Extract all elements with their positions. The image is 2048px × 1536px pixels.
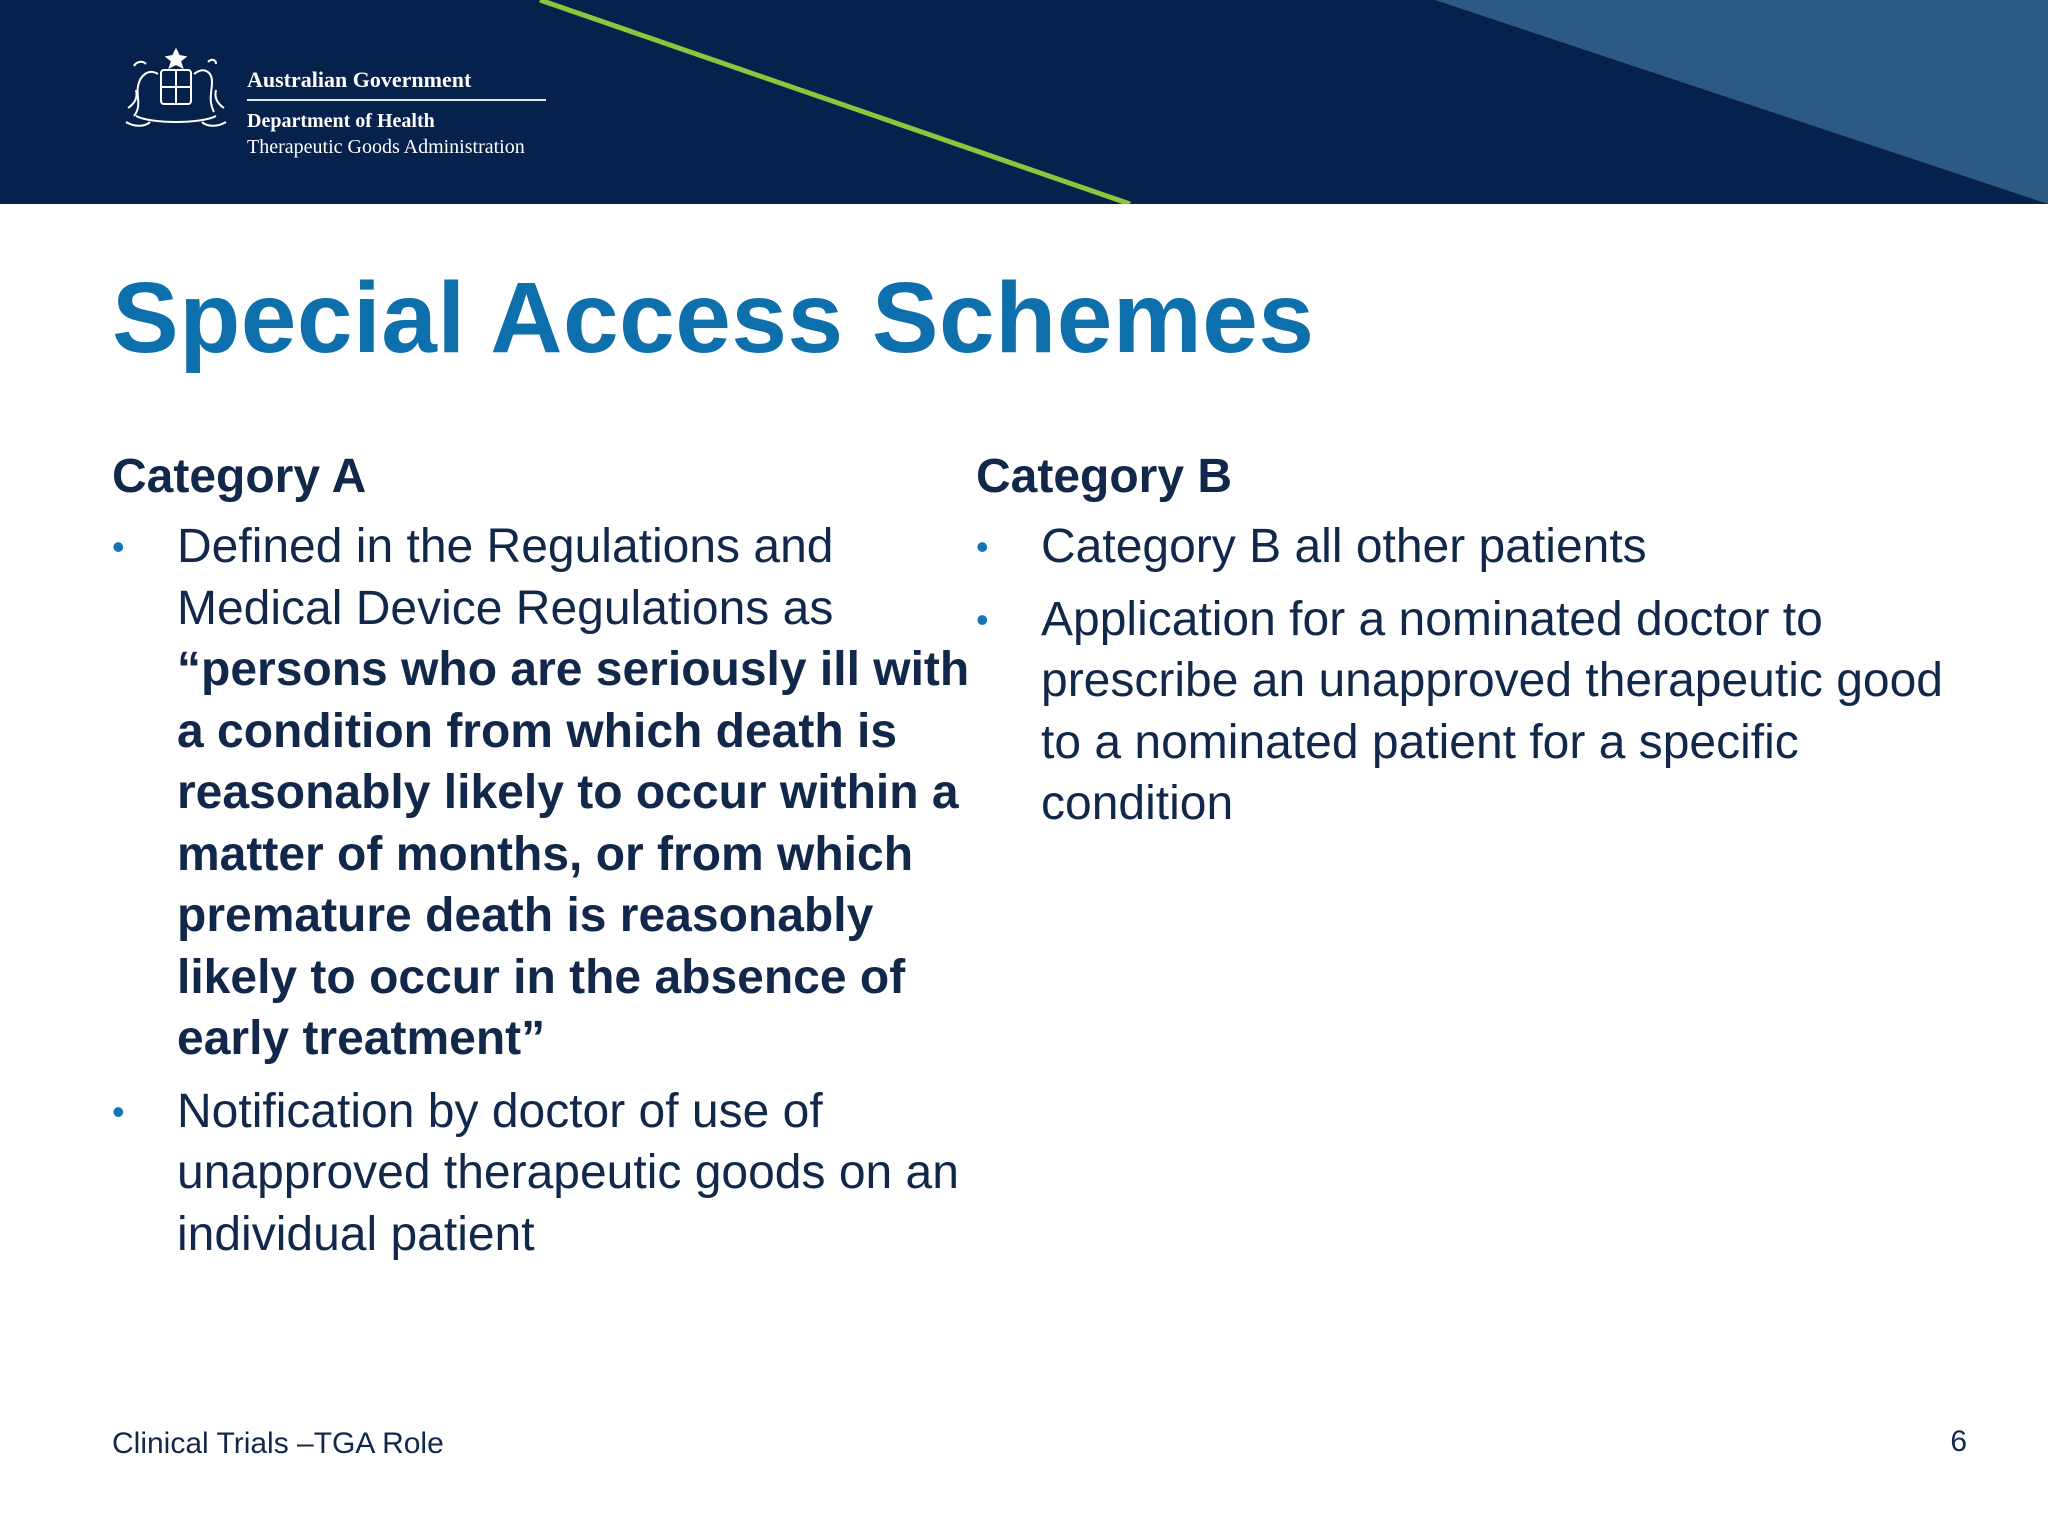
slide-header-banner <box>0 0 2048 204</box>
footer-presentation-title: Clinical Trials –TGA Role <box>112 1427 444 1460</box>
category-a-notification: Notification by doctor of use of unapproved therapeutic goods on an individual patient <box>177 1084 959 1261</box>
branding-divider <box>247 99 546 101</box>
page-number: 6 <box>1950 1425 1967 1458</box>
category-b-list <box>976 516 1976 835</box>
bullet-icon: • <box>976 598 989 640</box>
slide-title: Special Access Schemes <box>112 262 1315 374</box>
bullet-icon: • <box>976 526 989 567</box>
category-b-scope: Category B all other patients <box>1041 520 1647 573</box>
list-item <box>112 1081 972 1266</box>
government-branding <box>247 66 546 160</box>
bullet-icon: • <box>112 526 125 567</box>
category-b-heading: Category B <box>976 450 1233 503</box>
header-panel-shape <box>1435 0 2048 204</box>
category-a-definition-quote: “persons who are seriously ill with a condition from which death is reasonably likely to occur within a matter of months, or from which premature death is reasonably likely to occur in the absence of early treatment” <box>177 643 970 1065</box>
list-item <box>112 516 972 1070</box>
bullet-icon: • <box>112 1090 125 1132</box>
category-a-list <box>112 516 972 1265</box>
list-item <box>976 589 1976 835</box>
department-name: Department of Health <box>247 110 435 132</box>
category-a-column <box>112 446 972 1276</box>
category-b-column <box>976 446 1976 846</box>
government-name: Australian Government <box>247 67 472 92</box>
category-b-application: Application for a nominated doctor to prescribe an unapproved therapeutic good to a nominated patient for a specific condition <box>1041 592 1943 830</box>
agency-name: Therapeutic Goods Administration <box>247 136 525 158</box>
header-accent-line <box>540 0 1130 204</box>
category-a-definition-intro: Defined in the Regulations and Medical Device Regulations as <box>177 520 834 635</box>
list-item <box>976 516 1976 578</box>
coat-of-arms-icon <box>116 44 236 134</box>
category-a-heading: Category A <box>112 450 367 503</box>
